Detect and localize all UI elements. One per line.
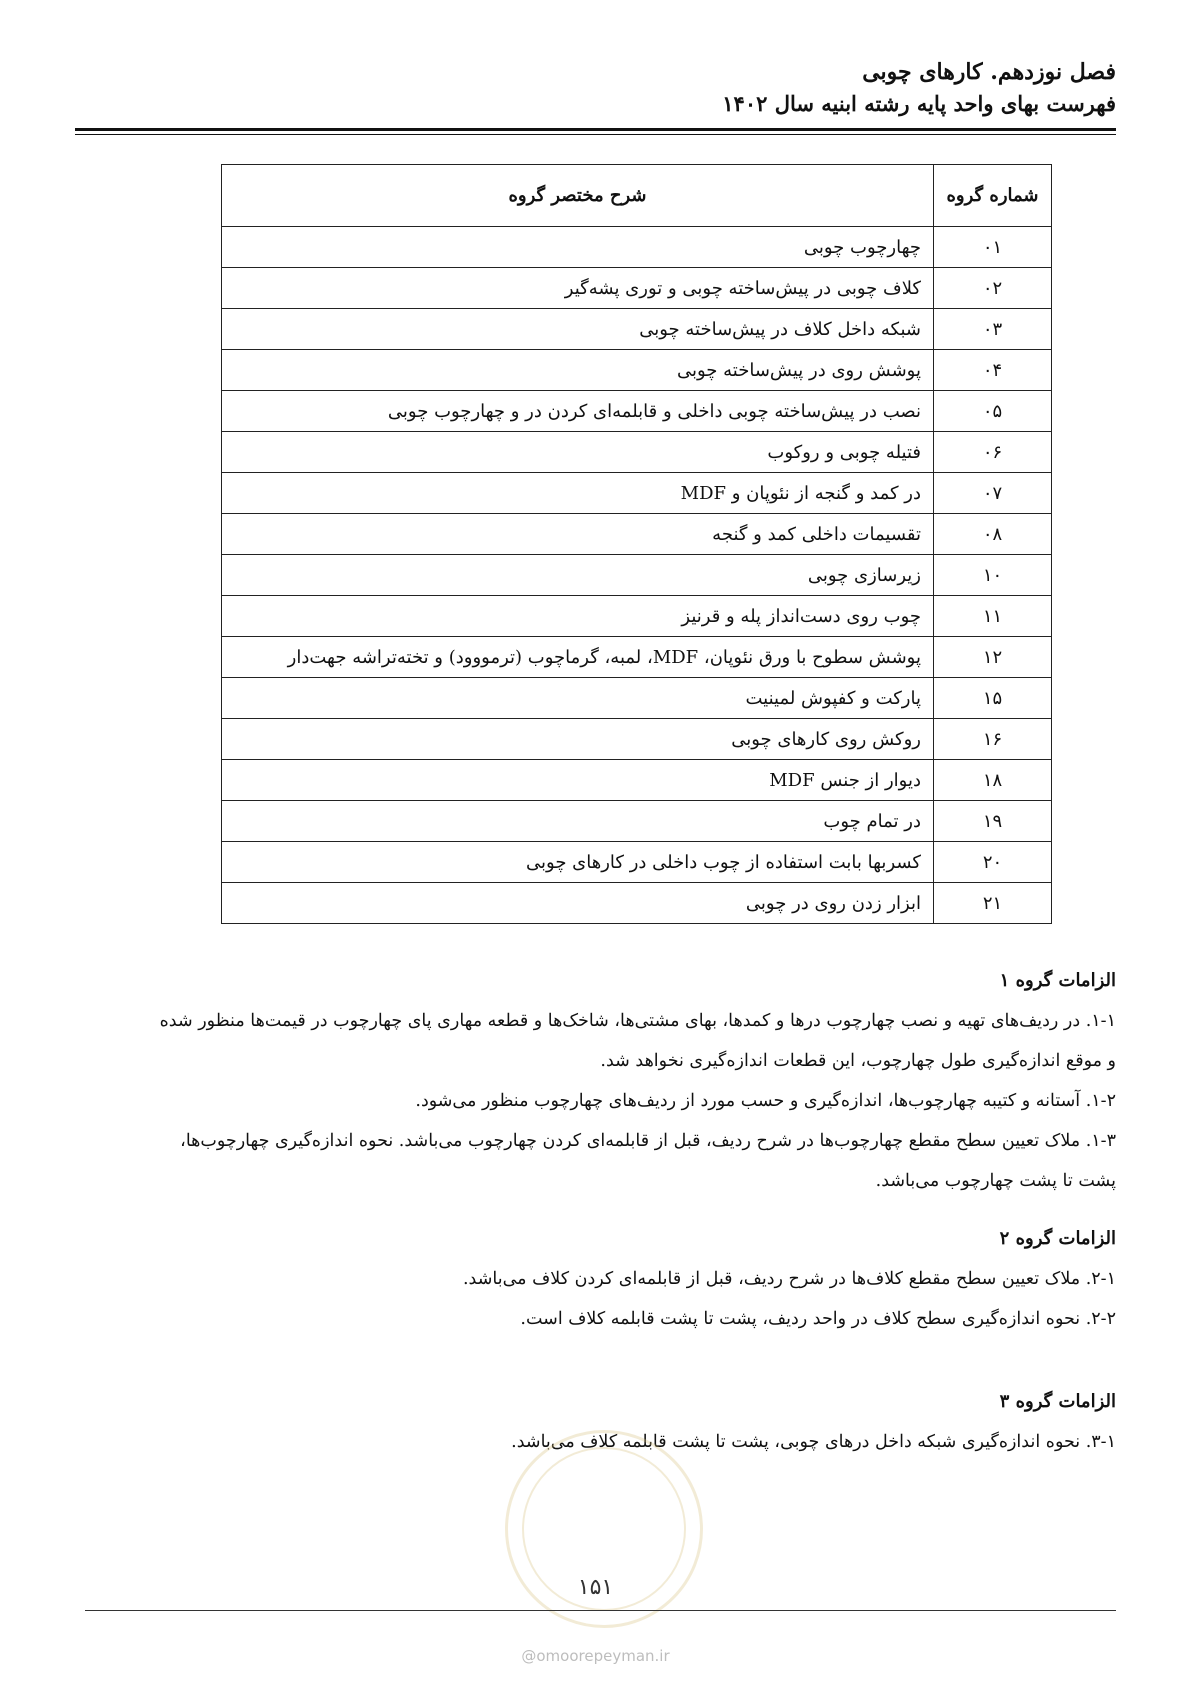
group-description-cell: در کمد و گنجه از نئوپان و MDF [222,473,934,514]
table-row [222,596,1052,637]
group-number-cell: ۲۱ [934,883,1052,924]
header-divider-thin [75,134,1116,135]
requirements-group-1 [85,967,1116,1201]
group-number-cell: ۰۲ [934,268,1052,309]
requirement-text: ۱-۱. در ردیف‌های تهیه و نصب چهارچوب درها و کمدها، بهای مشتی‌ها، شاخک‌ها و قطعه مهاری پای چهارچوب در قیمت‌ها منظور شده [159,1011,1116,1031]
group-description-cell: روکش روی کارهای چوبی [222,719,934,760]
chapter-title: فصل نوزدهم. کارهای چوبی [862,59,1116,85]
group-description-cell: چوب روی دست‌انداز پله و قرنیز [222,596,934,637]
group-description-cell: نصب در پیش‌ساخته چوبی داخلی و قابلمه‌ای کردن در و چهارچوب چوبی [222,391,934,432]
table-row [222,473,1052,514]
requirements-title: الزامات گروه ۱ [999,970,1116,991]
group-number-cell: ۱۸ [934,760,1052,801]
group-number-cell: ۱۲ [934,637,1052,678]
page-header [722,56,1116,120]
group-description-cell: پوشش سطوح با ورق نئوپان، MDF، لمبه، گرماچوب (ترمووود) و تخته‌تراشه جهت‌دار [222,637,934,678]
requirement-text: ۱-۳. ملاک تعیین سطح مقطع چهارچوب‌ها در شرح ردیف، قبل از قابلمه‌ای کردن چهارچوب می‌باشد. نحوه اندازه‌گیری چهارچوب‌ها، [180,1131,1116,1151]
group-number-cell: ۰۳ [934,309,1052,350]
group-description-cell: پارکت و کفپوش لمینیت [222,678,934,719]
groups-table [221,164,1052,924]
table-row [222,760,1052,801]
group-number-cell: ۰۷ [934,473,1052,514]
table-row [222,309,1052,350]
table-row [222,555,1052,596]
requirement-text: ۱-۲. آستانه و کتیبه چهارچوب‌ها، اندازه‌گیری و حسب مورد از ردیف‌های چهارچوب منظور می‌شود. [415,1091,1116,1111]
group-description-cell: تقسیمات داخلی کمد و گنجه [222,514,934,555]
group-description-cell: زیرسازی چوبی [222,555,934,596]
group-number-cell: ۱۶ [934,719,1052,760]
footer-divider [85,1610,1116,1611]
group-number-cell: ۱۵ [934,678,1052,719]
group-description-cell: شبکه داخل کلاف در پیش‌ساخته چوبی [222,309,934,350]
group-description-cell: چهارچوب چوبی [222,227,934,268]
requirements-group-2 [85,1225,1116,1339]
requirements-title: الزامات گروه ۳ [999,1391,1116,1412]
table-row [222,514,1052,555]
group-description-cell: ابزار زدن روی در چوبی [222,883,934,924]
group-description-cell: دیوار از جنس MDF [222,760,934,801]
group-number-cell: ۰۱ [934,227,1052,268]
table-row [222,842,1052,883]
table-row [222,391,1052,432]
table-row [222,801,1052,842]
table-row [222,637,1052,678]
table-row [222,227,1052,268]
group-number-cell: ۲۰ [934,842,1052,883]
table-row [222,268,1052,309]
group-number-cell: ۱۹ [934,801,1052,842]
table-row [222,883,1052,924]
header-group-description: شرح مختصر گروه [222,165,934,227]
group-description-cell: کلاف چوبی در پیش‌ساخته چوبی و توری پشه‌گیر [222,268,934,309]
requirement-text: ۲-۲. نحوه اندازه‌گیری سطح کلاف در واحد ردیف، پشت تا پشت قابلمه کلاف است. [520,1309,1116,1329]
group-number-cell: ۰۴ [934,350,1052,391]
table-row [222,678,1052,719]
document-subtitle: فهرست بهای واحد پایه رشته ابنیه سال ۱۴۰۲ [722,91,1116,116]
group-number-cell: ۰۸ [934,514,1052,555]
table-row [222,350,1052,391]
group-number-cell: ۰۶ [934,432,1052,473]
page-number: ۱۵۱ [577,1575,614,1600]
group-description-cell: کسربها بابت استفاده از چوب داخلی در کارهای چوبی [222,842,934,883]
requirement-text: ۲-۱. ملاک تعیین سطح مقطع کلاف‌ها در شرح ردیف، قبل از قابلمه‌ای کردن کلاف می‌باشد. [462,1269,1116,1289]
header-divider-thick [75,128,1116,131]
watermark-website: @omoorepeyman.ir [521,1647,670,1665]
group-description-cell: پوشش روی در پیش‌ساخته چوبی [222,350,934,391]
table-row [222,719,1052,760]
requirement-text: پشت تا پشت چهارچوب می‌باشد. [875,1171,1116,1191]
requirement-text: و موقع اندازه‌گیری طول چهارچوب، این قطعات اندازه‌گیری نخواهد شد. [600,1051,1116,1071]
header-group-number: شماره گروه [934,165,1052,227]
group-number-cell: ۱۱ [934,596,1052,637]
requirements-title: الزامات گروه ۲ [999,1228,1116,1249]
group-number-cell: ۱۰ [934,555,1052,596]
group-number-cell: ۰۵ [934,391,1052,432]
group-description-cell: در تمام چوب [222,801,934,842]
requirement-text: ۳-۱. نحوه اندازه‌گیری شبکه داخل درهای چوبی، پشت تا پشت قابلمه کلاف می‌باشد. [511,1432,1116,1452]
table-body [222,227,1052,924]
table-header-row [222,165,1052,227]
table-row [222,432,1052,473]
group-description-cell: فتیله چوبی و روکوب [222,432,934,473]
